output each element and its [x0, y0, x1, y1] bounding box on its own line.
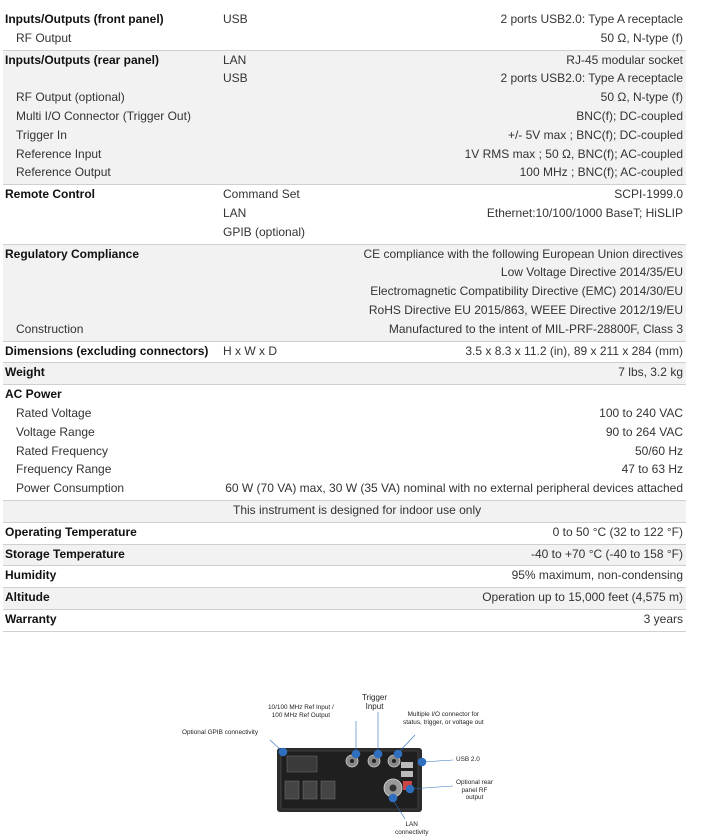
spec-value: Electromagnetic Compatibility Directive (EMC) 2014/30/EU — [370, 284, 683, 299]
spec-category: Humidity — [5, 568, 57, 583]
spec-category: Storage Temperature — [5, 546, 125, 561]
spec-row — [3, 385, 686, 404]
spec-value: Ethernet:10/100/1000 BaseT; HiSLIP — [486, 205, 683, 220]
multi-io-callout-dot — [394, 750, 402, 758]
spec-section — [3, 185, 686, 244]
spec-section — [3, 363, 686, 385]
spec-value: +/- 5V max ; BNC(f); DC-coupled — [507, 127, 683, 142]
spec-row — [3, 404, 686, 423]
ref-callout-dot — [352, 750, 360, 758]
spec-section — [3, 385, 686, 501]
spec-row — [3, 610, 686, 629]
spec-table — [3, 10, 686, 632]
rf-callout-dot — [406, 785, 414, 793]
spec-value: Manufactured to the intent of MIL-PRF-28800F, Class 3 — [388, 321, 683, 336]
spec-row — [3, 523, 686, 542]
spec-value: RoHS Directive EU 2015/863, WEEE Directive 2012/19/EU — [368, 302, 683, 317]
spec-section — [3, 501, 686, 523]
spec-row — [3, 566, 686, 585]
spec-parameter: Command Set — [223, 187, 300, 202]
spec-parameter: LAN — [223, 52, 247, 67]
spec-subitem: Power Consumption — [16, 481, 125, 496]
spec-row — [3, 126, 686, 145]
spec-value: 3 years — [643, 611, 683, 626]
trigger-callout-dot — [374, 750, 382, 758]
spec-value: 1V RMS max ; 50 Ω, BNC(f); AC-coupled — [464, 146, 683, 161]
spec-value: 50/60 Hz — [634, 443, 683, 458]
spec-row — [3, 320, 686, 339]
spec-section — [3, 545, 686, 567]
spec-value: Operation up to 15,000 feet (4,575 m) — [482, 590, 683, 605]
spec-value: 3.5 x 8.3 x 11.2 (in), 89 x 211 x 284 (mm) — [465, 343, 683, 358]
gpib-label: Optional GPIB connectivity — [182, 729, 259, 736]
spec-section — [3, 51, 686, 186]
spec-section — [3, 10, 686, 51]
multi-io-label: Multiple I/O connector for status, trigger, or voltage out — [403, 711, 484, 726]
spec-row — [3, 342, 686, 361]
spec-value: 100 to 240 VAC — [599, 405, 683, 420]
spec-row — [3, 10, 686, 29]
spec-subitem: Reference Output — [16, 165, 111, 180]
spec-row — [3, 588, 686, 607]
spec-row — [3, 29, 686, 48]
spec-parameter: H x W x D — [223, 343, 277, 358]
spec-category: Inputs/Outputs (rear panel) — [5, 52, 160, 67]
spec-value: BNC(f); DC-coupled — [576, 108, 683, 123]
spec-subitem: Rated Frequency — [16, 443, 109, 458]
spec-subitem: RF Output — [16, 30, 72, 45]
spec-row — [3, 460, 686, 479]
spec-value: 90 to 264 VAC — [605, 424, 683, 439]
spec-row — [3, 88, 686, 107]
spec-subitem: Voltage Range — [16, 424, 95, 439]
ref-io-label: 10/100 MHz Ref Input / 100 MHz Ref Output — [268, 704, 334, 719]
spec-subitem: Construction — [16, 321, 84, 336]
spec-category: Remote Control — [5, 187, 95, 202]
usb-label: USB 2.0 — [456, 756, 480, 763]
spec-subitem: Reference Input — [16, 146, 102, 161]
spec-row — [3, 204, 686, 223]
spec-value: 0 to 50 °C (32 to 122 °F) — [552, 524, 683, 539]
spec-parameter: USB — [223, 12, 248, 26]
spec-row — [3, 145, 686, 164]
spec-row — [3, 245, 686, 264]
spec-value: 95% maximum, non-condensing — [511, 568, 683, 583]
spec-row — [3, 163, 686, 182]
spec-value: 100 MHz ; BNC(f); AC-coupled — [519, 165, 683, 180]
spec-section — [3, 245, 686, 342]
spec-value: CE compliance with the following European Union directives — [363, 246, 683, 261]
spec-row — [3, 501, 686, 520]
usb-callout-dot — [418, 758, 426, 766]
spec-section — [3, 523, 686, 545]
spec-row — [3, 442, 686, 461]
spec-category: Altitude — [5, 590, 50, 605]
spec-section — [3, 342, 686, 364]
spec-value: RJ-45 modular socket — [566, 52, 683, 67]
spec-note: This instrument is designed for indoor use only — [233, 502, 482, 517]
spec-category: Regulatory Compliance — [5, 246, 140, 261]
spec-row — [3, 51, 686, 70]
trigger-input-label: Trigger Input — [362, 693, 388, 711]
spec-row — [3, 223, 686, 242]
spec-section — [3, 588, 686, 610]
spec-row — [3, 423, 686, 442]
spec-row — [3, 185, 686, 204]
gpib-callout-dot — [279, 748, 287, 756]
spec-category: Dimensions (excluding connectors) — [5, 343, 209, 358]
spec-row — [3, 69, 686, 88]
spec-value: 47 to 63 Hz — [621, 462, 683, 477]
spec-row — [3, 263, 686, 282]
lan-label: LAN connectivity — [395, 821, 429, 836]
spec-section — [3, 610, 686, 632]
spec-category: Weight — [5, 365, 45, 380]
spec-value: 50 Ω, N-type (f) — [600, 90, 683, 105]
spec-subitem: Trigger In — [16, 127, 67, 142]
spec-value: -40 to +70 °C (-40 to 158 °F) — [530, 546, 683, 561]
callout-layer — [170, 690, 510, 837]
spec-subitem: Rated Voltage — [16, 405, 92, 420]
spec-value: 7 lbs, 3.2 kg — [618, 365, 683, 380]
spec-value: 60 W (70 VA) max, 30 W (35 VA) nominal with no external peripheral devices attached — [225, 481, 683, 496]
spec-category: Inputs/Outputs (front panel) — [5, 12, 164, 26]
spec-value: Low Voltage Directive 2014/35/EU — [500, 265, 683, 280]
spec-row — [3, 363, 686, 382]
spec-value: 2 ports USB2.0: Type A receptacle — [500, 12, 683, 26]
spec-row — [3, 282, 686, 301]
lan-callout-dot — [389, 794, 397, 802]
spec-row — [3, 107, 686, 126]
spec-row — [3, 301, 686, 320]
spec-subitem: RF Output (optional) — [16, 90, 125, 105]
spec-value: 2 ports USB2.0: Type A receptacle — [500, 71, 683, 86]
spec-category: Operating Temperature — [5, 524, 137, 539]
spec-value: SCPI-1999.0 — [614, 187, 683, 202]
spec-subitem: Multi I/O Connector (Trigger Out) — [16, 108, 191, 123]
spec-parameter: LAN — [223, 205, 247, 220]
spec-parameter: GPIB (optional) — [223, 224, 306, 239]
spec-section — [3, 566, 686, 588]
spec-row — [3, 479, 686, 498]
spec-category: AC Power — [5, 387, 62, 402]
spec-row — [3, 545, 686, 564]
spec-parameter: USB — [223, 71, 248, 86]
spec-subitem: Frequency Range — [16, 462, 112, 477]
spec-category: Warranty — [5, 611, 57, 626]
rear-panel-figure — [170, 690, 510, 837]
rf-output-label: Optional rear panel RF output — [456, 779, 493, 801]
spec-value: 50 Ω, N-type (f) — [600, 30, 683, 45]
